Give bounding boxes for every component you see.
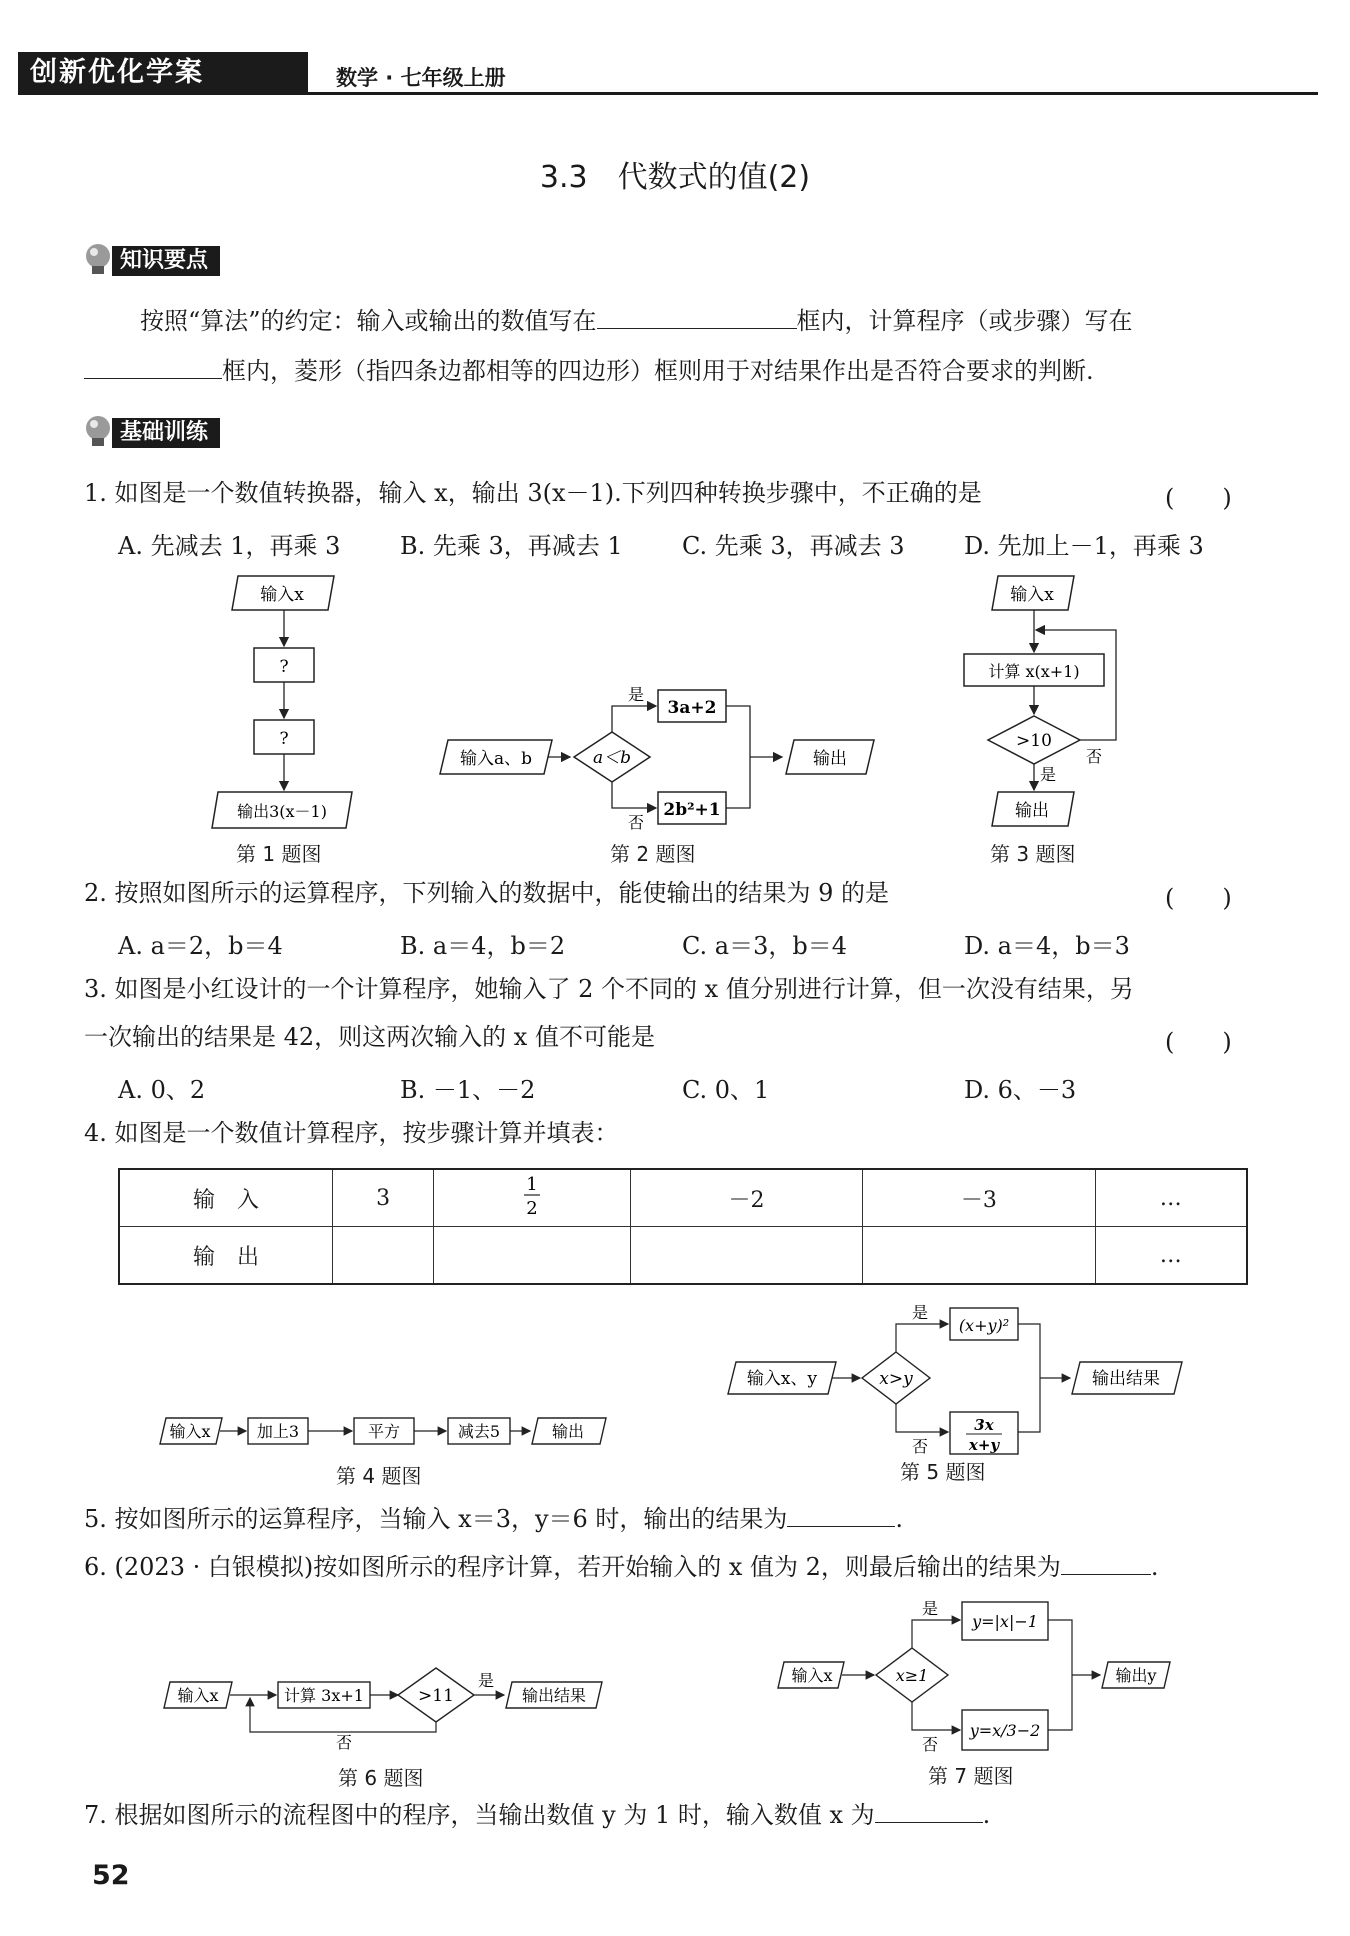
q4-output-cell[interactable] [434,1227,631,1285]
q1-answer-paren[interactable]: ( ) [1165,484,1232,512]
q4-table [118,1168,1248,1285]
fig5-no-box-den: x+y [968,1436,1000,1454]
fig2-cond: a＜b [592,748,632,768]
fig3-input: 输入x [1010,585,1054,605]
fig2-yes: 是 [628,685,645,704]
svg-text:2: 2 [526,1198,538,1218]
q2-option-c[interactable]: C. a＝3，b＝4 [682,932,847,960]
fig5-no: 否 [912,1437,929,1456]
fig1-caption: 第 1 题图 [236,842,322,866]
fig7-input: 输入x [791,1666,833,1685]
figure-3-flowchart [950,568,1130,838]
section-knowledge-label: 知识要点 [112,246,220,276]
fig3-caption: 第 3 题图 [990,842,1076,866]
fig2-no-box: 2b²+1 [663,800,721,820]
fig4-step1: 加上3 [256,1422,300,1441]
fig3-yes: 是 [1040,765,1057,784]
knowledge-line-1: 按照“算法”的约定：输入或输出的数值写在 框内，计算程序（或步骤）写在 [140,307,1133,335]
section-training-label: 基础训练 [112,418,220,448]
fraction-one-half [517,1172,547,1218]
figure-5-flowchart [720,1300,1190,1460]
fig2-input: 输入a、b [459,749,533,769]
fig6-calc: 计算 3x+1 [284,1686,364,1705]
fig3-calc: 计算 x(x+1) [988,662,1080,681]
q2-stem: 2. 按照如图所示的运算程序，下列输入的数据中，能使输出的结果为 9 的是 [84,879,890,907]
q7-answer-blank[interactable] [875,1800,983,1823]
fig6-no: 否 [336,1733,353,1750]
q3-option-d[interactable]: D. 6、－3 [964,1076,1077,1104]
q2-option-b[interactable]: B. a＝4，b＝2 [400,932,566,960]
fig7-cond: x≥1 [895,1666,929,1685]
lightbulb-icon [82,242,116,278]
q4-output-cell[interactable] [630,1227,862,1285]
q1-option-d[interactable]: D. 先加上－1，再乘 3 [964,532,1204,560]
fig1-step2: ? [279,729,289,749]
q6-answer-blank[interactable] [1061,1552,1151,1575]
page-title: 3.3 代数式的值(2) [539,160,811,195]
q1-option-b[interactable]: B. 先乘 3，再减去 1 [400,532,623,560]
q4-input-cell: －2 [630,1169,862,1227]
q4-input-cell: … [1095,1169,1247,1227]
figure-7-flowchart [770,1590,1190,1756]
fig1-step1: ? [279,657,289,677]
fig1-output: 输出3(x－1) [237,802,327,821]
q4-input-cell [434,1169,631,1227]
fig5-caption: 第 5 题图 [900,1460,986,1484]
figure-6-flowchart [160,1640,620,1750]
fig4-step3: 减去5 [457,1422,501,1441]
fig5-yes: 是 [912,1303,929,1322]
q3-answer-paren[interactable]: ( ) [1165,1028,1232,1056]
q4-input-cell: 3 [333,1169,434,1227]
fig4-output: 输出 [551,1422,585,1441]
fig2-output: 输出 [813,749,847,769]
svg-text:1: 1 [526,1174,538,1195]
fig5-cond: x>y [879,1369,913,1389]
fig7-output: 输出y [1115,1666,1157,1685]
q4-output-cell[interactable] [863,1227,1095,1285]
fig7-caption: 第 7 题图 [928,1764,1014,1788]
fig7-no: 否 [922,1735,939,1754]
fig5-input: 输入x、y [746,1369,818,1389]
q1-option-c[interactable]: C. 先乘 3，再减去 3 [682,532,905,560]
q2-option-d[interactable]: D. a＝4，b＝3 [964,932,1130,960]
fig5-no-box-num: 3x [974,1416,994,1434]
fig5-yes-box: (x+y)² [958,1316,1010,1335]
fig1-input: 输入x [260,585,304,605]
fig3-cond: >10 [1016,731,1052,751]
q7-stem: 7. 根据如图所示的流程图中的程序，当输出数值 y 为 1 时，输入数值 x 为 . [84,1801,991,1829]
header-rule [18,92,1318,95]
q2-answer-paren[interactable]: ( ) [1165,884,1232,912]
q4-output-cell[interactable] [333,1227,434,1285]
fig6-caption: 第 6 题图 [338,1766,424,1790]
fig3-no: 否 [1086,747,1103,766]
q1-stem: 1. 如图是一个数值转换器，输入 x，输出 3(x－1).下列四种转换步骤中，不正确的是 [84,479,982,507]
q4-row1-label: 输 入 [119,1169,333,1227]
q1-option-a[interactable]: A. 先减去 1，再乘 3 [118,532,341,560]
fig6-yes: 是 [478,1671,495,1690]
fig7-no-box: y=x/3−2 [969,1721,1041,1740]
q3-option-b[interactable]: B. －1、－2 [400,1076,536,1104]
q3-option-c[interactable]: C. 0、1 [682,1076,770,1104]
q4-stem: 4. 如图是一个数值计算程序，按步骤计算并填表： [84,1119,619,1147]
fig7-yes: 是 [922,1599,939,1618]
q3-stem-2: 一次输出的结果是 42，则这两次输入的 x 值不可能是 [84,1023,655,1051]
q4-row2-label: 输 出 [119,1227,333,1285]
fig2-yes-box: 3a+2 [667,698,717,718]
q2-option-a[interactable]: A. a＝2，b＝4 [118,932,283,960]
figure-1-flowchart [200,568,370,838]
q4-output-cell-end: … [1095,1227,1247,1285]
fig6-cond: >11 [418,1686,454,1706]
fig4-step2: 平方 [367,1422,401,1441]
q3-option-a[interactable]: A. 0、2 [118,1076,206,1104]
fig2-caption: 第 2 题图 [610,842,696,866]
figure-2-flowchart [432,678,882,834]
fig7-yes-box: y=|x|−1 [972,1612,1038,1631]
q4-table-row-input [119,1169,1247,1227]
q3-stem-1: 3. 如图是小红设计的一个计算程序，她输入了 2 个不同的 x 值分别进行计算，但一次没有结果，另 [84,975,1134,1003]
blank-io-box[interactable] [597,306,797,329]
fig4-caption: 第 4 题图 [336,1464,422,1488]
q4-table-row-output [119,1227,1247,1285]
q5-answer-blank[interactable] [787,1504,895,1527]
figure-4-flowchart [158,1414,618,1454]
q5-stem: 5. 按如图所示的运算程序，当输入 x＝3，y＝6 时，输出的结果为 . [84,1505,904,1533]
lightbulb-icon [82,414,116,450]
fig5-output: 输出结果 [1092,1369,1160,1389]
blank-step-box[interactable] [84,356,222,379]
q6-stem: 6. (2023 · 白银模拟)按如图所示的程序计算，若开始输入的 x 值为 2，则最后输出的结果为 . [84,1553,1159,1581]
header-subject: 数学 · 七年级上册 [336,66,506,90]
fig2-no: 否 [628,813,645,832]
fig4-input: 输入x [169,1422,211,1441]
header-brand: 创新优化学案 [30,57,204,88]
fig6-output: 输出结果 [521,1686,587,1705]
fig6-input: 输入x [177,1686,219,1705]
fig3-output: 输出 [1015,801,1049,821]
knowledge-line-2: 框内，菱形（指四条边都相等的四边形）框则用于对结果作出是否符合要求的判断. [84,356,1094,386]
q4-input-cell: －3 [863,1169,1095,1227]
page-number: 52 [92,1860,130,1891]
